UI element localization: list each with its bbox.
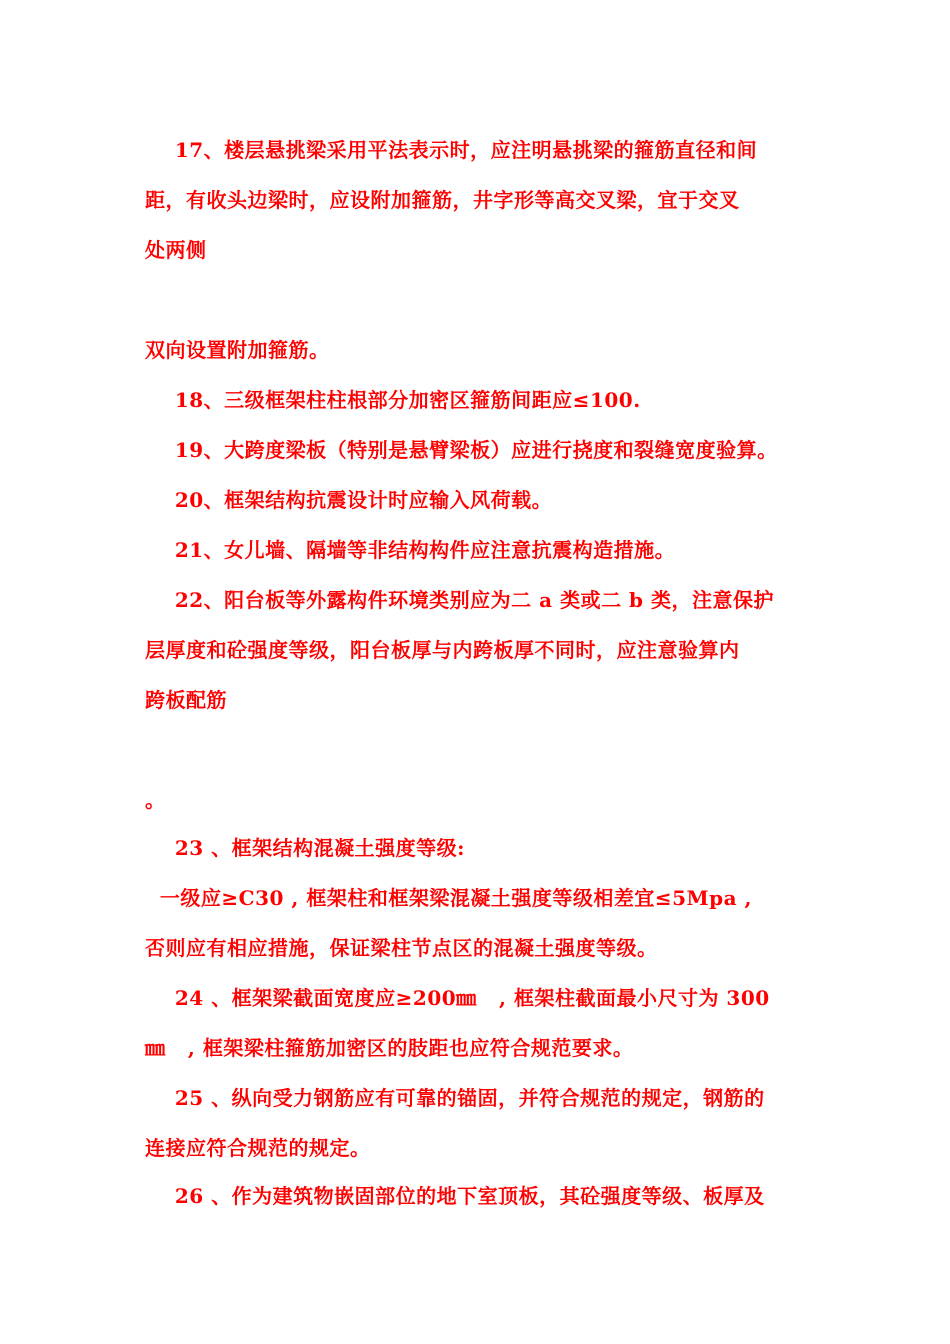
text-line: 20、框架结构抗震设计时应输入风荷载。 — [145, 488, 553, 512]
text-line: 26 、作为建筑物嵌固部位的地下室顶板，其砼强度等级、板厚及 — [145, 1184, 765, 1208]
text-line: 23 、框架结构混凝土强度等级: — [145, 836, 466, 860]
text-line: 距，有收头边梁时，应设附加箍筋，井字形等高交叉梁，宜于交叉 — [145, 188, 740, 212]
text-line: 否则应有相应措施，保证梁柱节点区的混凝土强度等级。 — [145, 936, 658, 960]
text-line: 层厚度和砼强度等级，阳台板厚与内跨板厚不同时，应注意验算内 — [145, 638, 740, 662]
text-line: 处两侧 — [145, 238, 207, 262]
text-line: 一级应≥C30 , 框架柱和框架梁混凝土强度等级相差宜≤5Mpa , — [145, 886, 753, 910]
text-line: 21、女儿墙、隔墙等非结构构件应注意抗震构造措施。 — [145, 538, 676, 562]
text-line: 19、大跨度梁板（特别是悬臂梁板）应进行挠度和裂缝宽度验算。 — [145, 438, 778, 462]
text-line: 跨板配筋 — [145, 688, 227, 712]
text-line: 24 、框架梁截面宽度应≥200㎜ , 框架柱截面最小尺寸为 300 — [145, 986, 770, 1010]
text-line: ㎜ , 框架梁柱箍筋加密区的肢距也应符合规范要求。 — [145, 1036, 634, 1060]
text-line: 。 — [145, 788, 166, 812]
text-line: 17、楼层悬挑梁采用平法表示时，应注明悬挑梁的箍筋直径和间 — [145, 138, 758, 162]
text-line: 连接应符合规范的规定。 — [145, 1136, 371, 1160]
text-line: 25 、纵向受力钢筋应有可靠的锚固，并符合规范的规定，钢筋的 — [145, 1086, 765, 1110]
text-line: 22、阳台板等外露构件环境类别应为二 a 类或二 b 类，注意保护 — [145, 588, 774, 612]
text-line: 18、三级框架柱柱根部分加密区箍筋间距应≤100. — [145, 388, 641, 412]
text-line: 双向设置附加箍筋。 — [145, 338, 330, 362]
